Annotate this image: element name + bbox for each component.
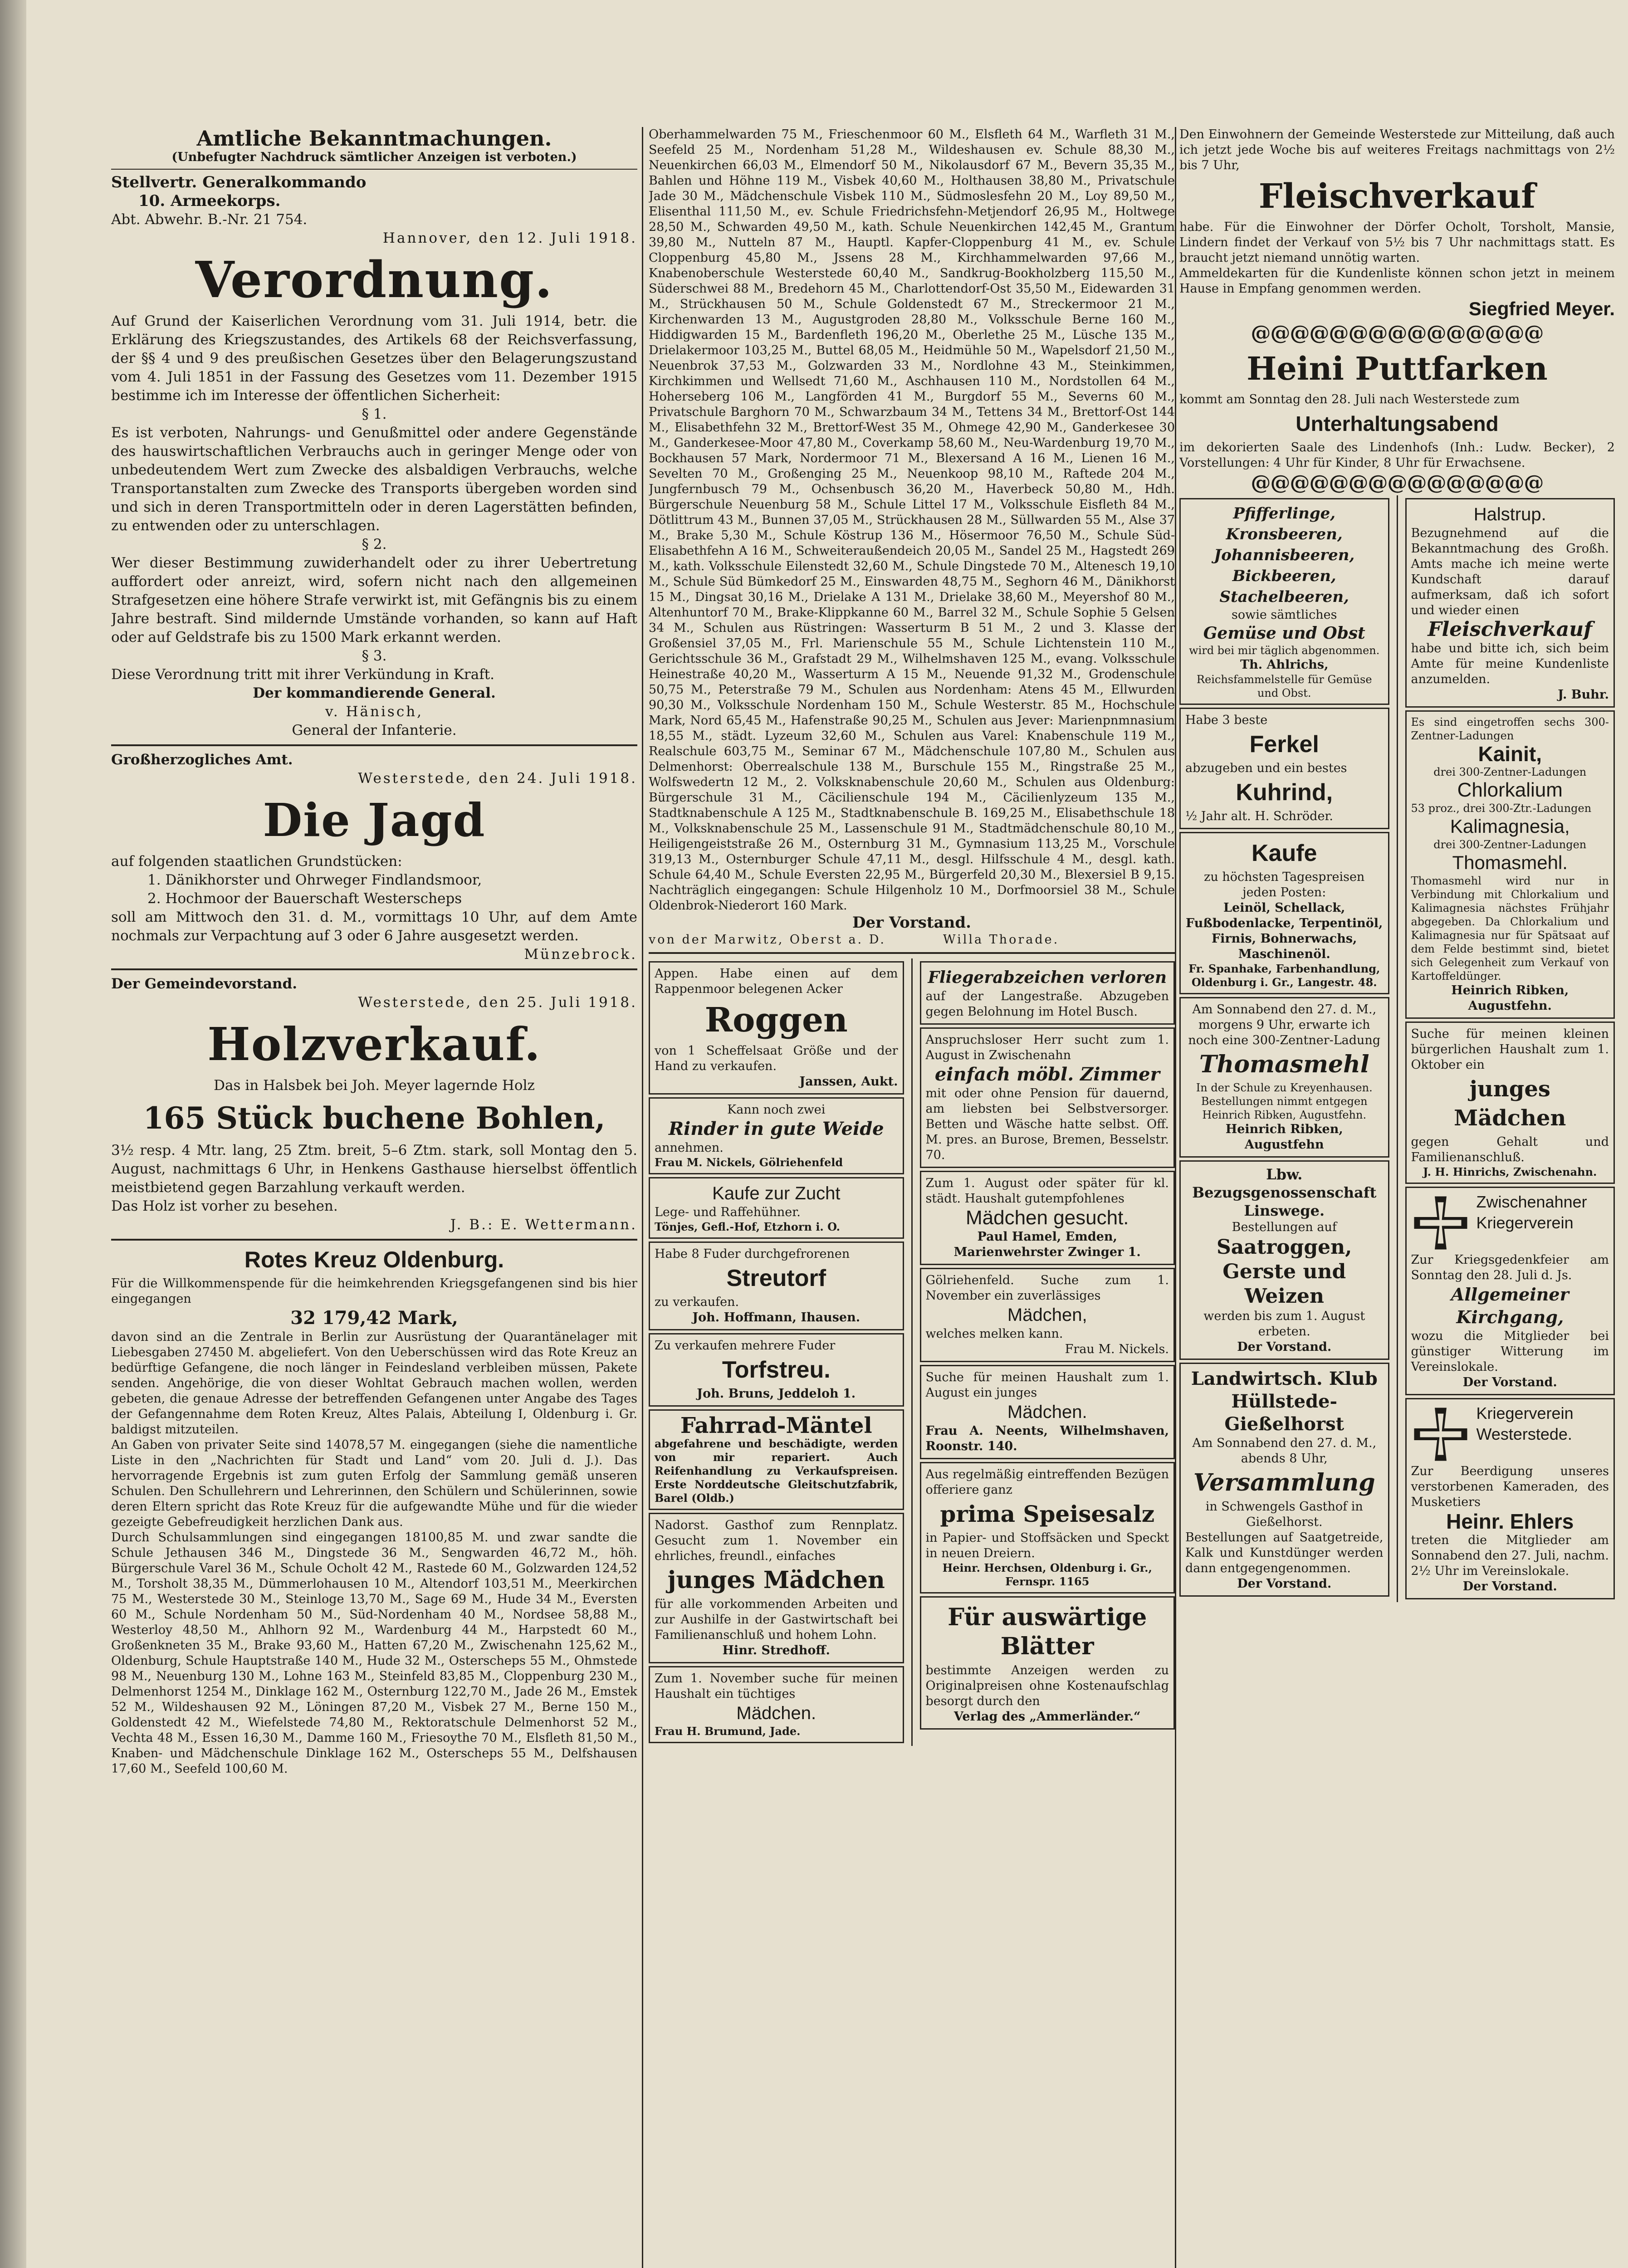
ad-headline: Mädchen, [1007, 1305, 1087, 1325]
ad-text: annehmen. [655, 1141, 724, 1155]
reprint-notice: (Unbefugter Nachdruck sämtlicher Anzeigen ist verboten.) [171, 150, 577, 164]
ad-text: Zur Kriegsgedenkfeier am Sonntag den 28. Juli d. Js. [1411, 1253, 1609, 1282]
ad-text: Lege- und Raffehühner. [655, 1205, 801, 1219]
ad-landwirtsch-klub [1179, 1363, 1389, 1597]
authority-line: 10. Armeekorps. [138, 192, 281, 210]
ad-kriegerverein-westerstede [1405, 1398, 1615, 1599]
ad-headline: Gemüse und Obst [1203, 624, 1365, 643]
ad-headline: Roggen [704, 1001, 848, 1040]
ad-roggen [649, 961, 904, 1095]
ad-zucht [649, 1177, 904, 1239]
paragraph: davon sind an die Zentrale in Berlin zur Ausrüstung der Quarantänelager mit Liebesgaben 27450 M. abgeliefert. Von den Ueberschüssen wird das Rote Kreuz an bedürftige Gefangene, die noch länger in Feindesland verbleiben müssen, Pakete senden. Angehörige, die von dieser Wohltat Gebrauch machen wollen, werden gebeten, die genaue Adresse der betreffenden Gefangenen unter Angabe des Tages der Gefangennahme dem Roten Kreuz, Altes Palais, Abteilung I, Oldenburg i. Gr. baldigst mitzuteilen. [111, 1330, 637, 1437]
ad-signature: Janssen, Aukt. [799, 1075, 898, 1089]
ad-text: drei 300-Zentner-Ladungen [1433, 766, 1587, 778]
section-mark: § 1. [362, 406, 387, 422]
ad-headline: Kaufe [1252, 840, 1317, 866]
ad-junges-maedchen-zwischenahn [1405, 1022, 1615, 1184]
list-item: 2. Hochmoor der Bauerschaft Westerscheps [147, 890, 462, 907]
ad-signature: Heinrich Ribken, Augustfehn [1225, 1122, 1343, 1152]
ad-text: Leinöl, Schellack, Fußbodenlacke, Terpentinöl, Firnis, Bohnerwachs, Maschinenöl. [1186, 901, 1383, 961]
ad-headline: Mädchen. [1007, 1402, 1087, 1422]
signature-rank: General der Infanterie. [292, 722, 457, 738]
column-1 [111, 127, 637, 2268]
ad-text: Den Einwohnern der Gemeinde Westerstede zur Mitteilung, daß auch ich jetzt jede Woche bis auf weiteres Freitags nachmittags von 2½ bis 7 Uhr, [1179, 127, 1615, 172]
ad-signature: Frau A. Neents, Wilhelmshaven, Roonstr. 140. [925, 1424, 1169, 1453]
authority-line: Der Gemeindevorstand. [111, 976, 298, 992]
paragraph: An Gaben von privater Seite sind 14078,57 M. eingegangen (siehe die namentliche Liste in den „Nachrichten für Stadt und Land“ vom 20. Juli d. J.). Das hervorragende Ergebnis ist zum guten Erfolg der Sammlung gemäß unseren Schulen. Den Schullehrern und Lehrerinnen, den Schülern und Schülerinnen, sowie deren Eltern spricht das Rote Kreuz für die aufgewandte Mühe und für die wieder gezeigte Gebefreudigkeit herzlichen Dank aus. [111, 1438, 637, 1529]
ad-headline: Thomasmehl. [1452, 852, 1568, 873]
ad-headline: Mädchen. [736, 1703, 816, 1723]
ad-maedchen-gesucht [920, 1171, 1175, 1265]
ad-headline: Allgemeiner Kirchgang, [1451, 1284, 1569, 1327]
ad-headline-fleischverkauf: Fleischverkauf [1258, 177, 1536, 216]
ad-headline: junges Mädchen [1454, 1076, 1566, 1131]
paragraph: Durch Schulsammlungen sind eingegangen 18100,85 M. und zwar sandte die Schule Jethausen 346 M., Dingstede 36 M., Sengwarden 46,72 M., höh. Bürgerschule Varel 36 M., Schule Ocholt 42 M., Rastede 60 M., Golzwarden 124,52 M., Torsholt 38,35 M., Dümmerlohausen 10 M., Altendorf 103,51 M., Meerkirchen 75 M., Westerstede 30 M., Steinloge 13,70 M., Sage 69 M., Hude 34 M., Eversten 60 M., Schule Nordenham 50 M., Süd-Nordenham 40 M., Nordsee 58,88 M., Westerloy 48,50 M., Ahlhorn 92 M., Wardenburg 44 M., Harpstedt 60 M., Großenkneten 35 M., Brake 93,60 M., Hatten 67,20 M., Zwischenahn 125,62 M., Oldenburg, Schule Hauptstraße 140 M., Hude 32 M., Osterscheps 55 M., Ohmstede 98 M., Neuenburg 130 M., Lohne 163 M., Steinfeld 83,85 M., Cloppenburg 230 M., Delmenhorst 1254 M., Dinklage 162 M., Osternburg 122,70 M., Jade 26 M., Emstek 52 M., Wildeshausen 92 M., Löningen 87,20 M., Visbek 27 M., Berne 150 M., Goldenstedt 42 M., Wiefelstede 74,80 M., Rektoratschule Delmenhorst 52 M., Vechta 48 M., Essen 16,30 M., Damme 160 M., Friesoythe 70 M., Elsfleth 81,50 M., Knaben- und Mädchenschule Dinklage 162 M., Osterscheps 55 M., Delfshausen 17,60 M., Seefeld 100,60 M. [111, 1530, 637, 1776]
reference-number: Abt. Abwehr. B.-Nr. 21 754. [111, 211, 308, 228]
ad-text: In der Schule zu Kreyenhausen. Bestellungen nimmt entgegen Heinrich Ribken, Augustfehn. [1196, 1081, 1373, 1121]
ad-maedchen-wilhelmshaven [920, 1365, 1175, 1459]
column-rule [642, 127, 643, 2268]
ad-signature: J. Buhr. [1558, 688, 1609, 702]
ad-text: Bestellungen auf Saatgetreide, Kalk und Kunstdünger werden dann entgegengenommen. [1185, 1530, 1384, 1575]
ad-signature: J. H. Hinrichs, Zwischenahn. [1423, 1165, 1597, 1178]
iron-cross-icon [1411, 1193, 1470, 1252]
ad-headline: Thomasmehl [1199, 1051, 1369, 1078]
paragraph: Wer dieser Bestimmung zuwiderhandelt oder zu ihrer Uebertretung auffordert oder anreizt, wird, sofern nicht nach den allgemeinen Strafgesetzen eine höhere Strafe verwirkt ist, mit Gefängnis bis zu einem Jahre bestraft. Sind mildernde Umstände vorhanden, so kann auf Haft oder auf Geldstrafe bis zu 1500 Mark erkannt werden. [111, 555, 637, 645]
ad-text: Nadorst. Gasthof zum Rennplatz. Gesucht zum 1. November ein ehrliches, freundl., einfaches [655, 1518, 898, 1563]
ad-text: von 1 Scheffelsaat Größe und der Hand zu verkaufen. [655, 1044, 898, 1073]
ad-signature: Heinr. Herchsen, Oldenburg i. Gr., Fernspr. 1165 [942, 1561, 1152, 1588]
ad-auswaertige-blaetter [920, 1596, 1175, 1730]
ornament-border: @@@@@@@@@@@@@@@ [1251, 322, 1544, 345]
ad-text: Es sind eingetroffen sechs 300-Zentner-Ladungen [1411, 716, 1609, 742]
ads-right [920, 958, 1175, 1746]
ad-text: habe. Für die Einwohner der Dörfer Ocholt, Torsholt, Mansie, Lindern findet der Verkauf von 5½ bis 7 Uhr nachmittags statt. Es braucht jetzt niemand unnötig warten. [1179, 220, 1615, 265]
iron-cross-icon [1411, 1405, 1470, 1464]
signature-name: v. Hänisch, [325, 704, 424, 720]
ad-torfstreu [649, 1333, 904, 1407]
ad-streutorf [649, 1242, 904, 1330]
paragraph: Das in Halsbek bei Joh. Meyer lagernde Holz [214, 1077, 535, 1094]
official-notices-heading: Amtliche Bekanntmachungen. [196, 127, 552, 151]
ad-text: sowie sämtliches [1232, 608, 1337, 622]
ad-text: zu höchsten Tagespreisen jeden Posten: [1204, 870, 1365, 899]
ad-text: drei 300-Zentner-Ladungen [1433, 838, 1587, 851]
authority-line: Stellvertr. Generalkommando [111, 173, 367, 191]
ad-text: Suche für meinen kleinen bürgerlichen Haushalt zum 1. Oktober ein [1411, 1027, 1609, 1072]
highlight-text: 165 Stück buchene Bohlen, [143, 1100, 606, 1136]
ad-maedchen-melken [920, 1268, 1175, 1362]
ad-text: Kann noch zwei [727, 1103, 826, 1117]
ad-headline: Landwirtsch. Klub Hüllstede-Gießelhorst [1191, 1368, 1378, 1435]
dateline: Westerstede, den 24. Juli 1918. [358, 770, 637, 787]
section-mark: § 3. [362, 648, 387, 664]
section-mark: § 2. [362, 536, 387, 552]
ad-rinder [649, 1097, 904, 1174]
ad-fliegerabzeichen [920, 961, 1175, 1025]
signature-title: Der kommandierende General. [253, 685, 496, 701]
paragraph: Das Holz ist vorher zu besehen. [111, 1198, 338, 1214]
ad-text: gegen Gehalt und Familienanschluß. [1411, 1135, 1609, 1164]
heading-die-jagd: Die Jagd [263, 793, 486, 847]
ad-text: Thomasmehl wird nur in Verbindung mit Chlorkalium und Kalimagnesia nächstes Frühjahr abgegeben. Da Chlorkalium und Kalimagnesia nur für Spätsaat auf dem Felde bestimmt sind, bietet sich Gelegenheit zum Verkauf von Kartoffeldünger. [1411, 875, 1609, 982]
ad-text: in Schwengels Gasthof in Gießelhorst. [1205, 1500, 1363, 1529]
ad-speisesalz [920, 1462, 1175, 1593]
heading-rotes-kreuz: Rotes Kreuz Oldenburg. [244, 1247, 504, 1272]
divider [111, 1239, 637, 1241]
ad-headline: Versammlung [1193, 1469, 1375, 1496]
column-rule [1175, 127, 1176, 2268]
ad-signature: Siegfried Meyer. [1468, 298, 1615, 319]
ad-headline: Heinr. Ehlers [1446, 1510, 1574, 1533]
ad-signature: Reichsfammelstelle für Gemüse und Obst. [1196, 673, 1372, 699]
ad-text: abgefahrene und beschädigte, werden von mir repariert. Auch Reifenhandlung zu Verkaufspreisen. Erste Norddeutsche Gleitschutzfabrik, Barel (Oldb.) [655, 1437, 898, 1505]
ad-text: zu verkaufen. [655, 1295, 739, 1309]
ad-signature: Heinrich Ribken, Augustfehn. [1451, 983, 1569, 1013]
ad-headline: Kainit, [1478, 742, 1542, 766]
ad-text: Zum 1. November suche für meinen Haushalt ein tüchtiges [655, 1672, 898, 1701]
ad-text: treten die Mitglieder am Sonnabend den 27. Juli, nachm. 2½ Uhr im Vereinslokale. [1411, 1533, 1609, 1578]
ad-pfifferlinge [1179, 498, 1389, 705]
donation-list: Oberhammelwarden 75 M., Frieschenmoor 60 M., Elsfleth 64 M., Warfleth 31 M., Seefeld 25 M., Nordenham 51,28 M., Wildeshausen ev. Schule 88,30 M., Neuenkirchen 66,03 M., Elmendorf 50 M., Nikolausdorf 67 M., Bevern 35,35 M., Bahlen und Höhne 119 M., Visbek 40,60 M., Holthausen 38,80 M., Privatschule Jade 30 M., Mädchenschule Visbek 110 M., Südmoslesfehn 20 M., Loy 89,50 M., Elisenthal 111,50 M., ev. Schule Friedrichsfehn-Metjendorf 26,95 M., Holtwege 28,50 M., Schwarden 49,50 M., kath. Schule Neuenkirchen 142,45 M., Grantum 39,80 M., Nutteln 87 M., Hauptl. Kapfer-Cloppenburg 41 M., ev. Schule Cloppenburg 45,80 M., Jssens 28 M., Kirchhammelwarden 97,66 M., Knabenoberschule Westerstede 60,40 M., Sandkrug-Bookholzberg 115,50 M., Süderschwei 88 M., Bredehorn 45 M., Charlottendorf-Ost 35,50 M., Eidewarden 31 M., Strückhausen 50 M., Schule Goldenstedt 67 M., Streckermoor 21 M., Kirchenwarden 13 M., Augustgroden 28,80 M., Volksschule Berne 160 M., Hiddigwarden 15 M., Bardenfleth 196,20 M., Oberlethe 25 M., Lüsche 135 M., Drielakermoor 103,25 M., Buttel 68,05 M., Heidmühle 50 M., Wapelsdorf 21,50 M., Neuenbrok 37,53 M., Golzwarden 33 M., Nordlohne 43 M., Steinkimmen, Kirchkimmen und Wellsedt 71,60 M., Aschhausen 110 M., Nordstollen 64 M., Hoherseberg 106 M., Langförden 41 M., Burgdorf 55 M., Severns 60 M., Privatschule Barghorn 70 M., Schwarzbaum 34 M., Tettens 34 M., Brettorf-Ost 144 M., Elisabethfehn 32 M., Brettorf-West 35 M., Ohmege 42,90 M., Ganderkesee 30 M., Ganderkesee-Moor 47,80 M., Coverkamp 58,60 M., Neu-Wardenburg 19,70 M., Bockhausen 57 Mark, Nordermoor 71 M., Blexersand A 16 M., Lienen 16 M., Sevelten 70 M., Großenging 25 M., Neuenkoop 98,10 M., Raftede 204 M., Jungfernbusch 79 M., Ochsenbusch 36,20 M., Haverbeck 50,80 M., Hdh. Bürgerschule Neuenburg 58 M., Schule Littel 17 M., Volksschule Eisfleth 84 M., Dötlittrum 43 M., Bunnen 37,05 M., Strückhausen 28 M., Süllwarden 55 M., Alse 37 M., Brake 5,30 M., Schule Köstrup 136 M., Hösermoor 76,50 M., Schule Süd-Elisabethfehn A 16 M., Schweiteraußendeich 20,05 M., Sandel 25 M., Hagstedt 269 M., kath. Volksschule Eilenstedt 32,60 M., Schule Dingstede 70 M., Altenesch 19,10 M., Schule Süd Bümkedorf 25 M., Einswarden 48,75 M., Seghorn 46 M., Dänikhorst 15 M., Dingsat 30,16 M., Drielake A 131 M., Drielake 38,60 M., Meyershof 80 M., Altenhuntorf 70 M., Brake-Klippkanne 60 M., Barrel 32 M., Schule Sophie 5 Gelsen 34 M., Schulen aus Rüstringen: Wasserturm B 51 M., 2 und 3. Klasse der Großensiel 37,05 M., Frl. Marienschule 55 M., Schule Lichtenstein 110 M., Gerichtsschule 36 M., Grafstadt 29 M., Wilhelmshaven 125 M., evang. Volksschule Heinestraße 40,20 M., Wasserturm A 15 M., Neuende 91,32 M., Grodenschule 50,75 M., Peterstraße 79 M., Schulen aus Nordenham: Atens 45 M., Ellwurden 90,30 M., Volksschule Nordenham 150 M., Schule Westerstr. 85 M., Hochschule Mark, Nord 65,45 M., Hafenstraße 90,25 M., Schulen aus Jever: Marienpnmnasium 18,55 M., städt. Lyzeum 32,60 M., Schulen aus Varel: Knabenschule 119 M., Realschule 603,75 M., Seminar 67 M., Mädchenschule 107,80 M., Schulen aus Delmenhorst: Oberrealschule 138 M., Burschule 155 M., Ringstraße 25 M., Wolfswedertn 12 M., 2. Volksknabenschule 20,60 M., Schulen aus Oldenburg: Bürgerschule 31 M., Cäcilienschule 194 M., Cäcilienlyzeum 135 M., Stadtknabenschule A 125 M., Stadtknabenschule B. 169,25 M., Elisabethschule 18 M., Volksknabenschule 25 M., Lassenschule 91 M., Stadtmädchenschule 80,10 M., Heiligengeiststraße 26 M., Osternburg 31 M., Gymnasium 113,25 M., Vorschule 319,13 M., Osternburger Schule 47,11 M., desgl. Hilfsschule 4 M., desgl. kath. Schule 64,40 M., Schule Eversten 22,95 M., Bürgerfeld 20,30 M., Blexersiel B 9,15. Nachträglich eingegangen: Schule Hilgenholz 10 M., Dorfmoorsiel 38 M., Schule Oldenbrok-Niederort 160 Mark. [649, 127, 1175, 913]
newspaper-page [32, 0, 1619, 2268]
ad-text: wird bei mir täglich abgenommen. [1189, 644, 1380, 657]
ad-signature: Joh. Hoffmann, Ihausen. [692, 1310, 860, 1325]
paragraph: auf folgenden staatlichen Grundstücken: [111, 853, 402, 870]
ad-text: in Papier- und Stoffsäcken und Speckt in neuen Dreiern. [925, 1531, 1169, 1560]
ad-text: kommt am Sonntag den 28. Juli nach Westerstede zum [1179, 392, 1520, 406]
ad-signature: Frau H. Brumund, Jade. [655, 1725, 801, 1738]
ads-left [649, 958, 904, 1746]
ad-text: Zur Beerdigung unseres verstorbenen Kameraden, des Musketiers [1411, 1464, 1609, 1509]
ad-headline-unterhaltung: Unterhaltungsabend [1296, 412, 1499, 435]
column-rule [911, 958, 913, 1746]
ad-headline: Für auswärtige Blätter [948, 1603, 1147, 1660]
dateline: Westerstede, den 25. Juli 1918. [358, 994, 637, 1011]
list-item: 1. Dänikhorster und Ohrweger Findlandsmoor, [147, 872, 482, 888]
ad-signature: Frau M. Nickels, Gölriehenfeld [655, 1156, 843, 1169]
signature-name: J. B.: E. Wettermann. [450, 1217, 637, 1233]
ad-headline: Kuhrind, [1236, 779, 1333, 806]
ad-text: auf der Langestraße. Abzugeben gegen Belohnung im Hotel Busch. [925, 989, 1169, 1019]
ad-signature: Fr. Spanhake, Farbenhandlung, Oldenburg i. Gr., Langestr. 48. [1188, 962, 1380, 989]
ad-headline: Rinder in gute Weide [668, 1118, 884, 1139]
ad-maedchen-jade [649, 1666, 904, 1743]
ad-text: Bezugnehmend auf die Bekanntmachung des Großh. Amts mache ich meine werte Kundschaft darauf aufmerksam, daß ich sofort und wieder einen [1411, 526, 1609, 617]
ad-headline: Fahrrad-Mäntel [680, 1413, 872, 1438]
page-edge-shadow [0, 0, 26, 2268]
ad-headline: prima Speisesalz [940, 1501, 1155, 1527]
column-3 [1179, 127, 1615, 2268]
ad-headline: junges Mädchen [667, 1566, 885, 1594]
ad-headline: Zwischenahner Kriegerverein [1476, 1193, 1587, 1232]
authority-line: Großherzogliches Amt. [111, 752, 293, 768]
ad-signature: Hinr. Stredhoff. [722, 1643, 830, 1657]
ad-signature: Der Vorstand. [1237, 1340, 1332, 1354]
ad-text: 53 proz., drei 300-Ztr.-Ladungen [1411, 802, 1592, 815]
ad-headline: Fleischverkauf [1428, 618, 1593, 641]
ad-text: werden bis zum 1. August erbeten. [1203, 1309, 1365, 1339]
column-2 [649, 127, 1175, 2268]
signature-name: Münzebrock. [524, 946, 637, 963]
ad-text: Am Sonnabend den 27. d. M., abends 8 Uhr, [1192, 1436, 1377, 1466]
ad-text: Ammeldekarten für die Kundenliste können schon jetzt in meinem Hause in Empfang genommen werden. [1179, 266, 1615, 296]
ad-headline: Mädchen gesucht. [965, 1207, 1129, 1229]
ad-ferkel [1179, 708, 1389, 829]
ad-zimmer [920, 1027, 1175, 1168]
ads-right [1405, 495, 1615, 1602]
ad-headline: einfach möbl. Zimmer [934, 1064, 1160, 1085]
ad-text: Gölriehenfeld. Suche zum 1. November ein zuverlässiges [925, 1273, 1169, 1303]
divider [649, 952, 1175, 954]
ad-text: Aus regelmäßig eintreffenden Bezügen offeriere ganz [925, 1467, 1169, 1497]
ad-zwischenahner-kriegerverein [1405, 1187, 1615, 1395]
ad-signature: Joh. Bruns, Jeddeloh 1. [697, 1387, 856, 1401]
ad-signature: Der Vorstand. [1462, 1579, 1557, 1593]
ad-text: Zu verkaufen mehrere Fuder [655, 1339, 836, 1353]
signature-title: Der Vorstand. [852, 914, 971, 932]
ad-headline: Torfstreu. [722, 1357, 831, 1383]
ad-text: Suche für meinen Haushalt zum 1. August ein junges [925, 1370, 1169, 1400]
ad-headline: Saatroggen, Gerste und Weizen [1217, 1236, 1352, 1308]
ad-headline: Streutorf [726, 1265, 826, 1291]
ad-text: wozu die Mitglieder bei günstiger Witterung im Vereinslokale. [1411, 1329, 1609, 1374]
ornament-border: @@@@@@@@@@@@@@@ [1251, 471, 1544, 494]
divider [111, 744, 637, 746]
ad-signature: Verlag des „Ammerländer.“ [953, 1710, 1141, 1724]
ad-signature: Paul Hamel, Emden, Marienwehrster Zwinger 1. [953, 1230, 1141, 1259]
ad-text: habe und bitte ich, sich beim Amte für meine Kundenliste anzumelden. [1411, 641, 1609, 686]
ad-headline: Ferkel [1249, 731, 1319, 758]
ad-thomasmehl [1179, 997, 1389, 1158]
ad-text: Bestellungen auf [1232, 1220, 1337, 1234]
ad-headline: Chlorkalium [1457, 779, 1563, 801]
column-rule [1397, 495, 1398, 1602]
ads-two-column [1179, 495, 1615, 1602]
sum-amount: 32 179,42 Mark, [290, 1307, 458, 1329]
heading-holzverkauf: Holzverkauf. [207, 1017, 541, 1071]
ad-signature: Tönjes, Gefl.-Hof, Etzhorn i. O. [655, 1220, 840, 1233]
paragraph: Es ist verboten, Nahrungs- und Genußmittel oder andere Gegenstände des hauswirtschaftlichen Verbrauchs auch in geringer Menge oder von unbedeutendem Wert zum Zwecke des alsbaldigen Verbrauchs, welche Transportanstalten zum Zwecke des Transports übergeben worden sind und sich in deren Transportmitteln oder in deren Lagerstätten befinden, zu entwenden oder zu unterschlagen. [111, 425, 637, 534]
ad-halstrup [1405, 498, 1615, 708]
divider [111, 169, 637, 170]
ad-text: abzugeben und ein bestes [1185, 761, 1347, 775]
ad-headline: Kalimagnesia, [1450, 816, 1570, 837]
ad-headline: Kriegerverein Westerstede. [1476, 1404, 1574, 1443]
divider [111, 968, 637, 970]
ad-text: mit oder ohne Pension für dauernd, am liebsten bei Selbstversorger. Betten und Wäsche hatte selbst. Off. M. pres. an Burose, Bremen, Besselstr. 70. [925, 1086, 1169, 1162]
ads-two-column [649, 958, 1175, 1746]
ad-headline: Halstrup. [1473, 504, 1546, 524]
ad-kaufe [1179, 832, 1389, 994]
ad-text: für alle vorkommenden Arbeiten und zur Aushilfe in der Gastwirtschaft bei Familienanschluß und hohem Lohn. [655, 1597, 898, 1642]
paragraph: Diese Verordnung tritt mit ihrer Verkündung in Kraft. [111, 666, 495, 683]
ad-headline: Fliegerabzeichen verloren [928, 968, 1167, 987]
ad-signature: Frau M. Nickels. [1065, 1342, 1169, 1356]
ad-fahrrad [649, 1409, 904, 1510]
ad-signature: Der Vorstand. [1462, 1375, 1557, 1389]
ad-headline: Lbw. Bezugsgenossenschaft Linswege. [1192, 1166, 1377, 1219]
ads-left [1179, 495, 1389, 1602]
ad-junges-maedchen [649, 1513, 904, 1663]
ad-text: im dekorierten Saale des Lindenhofs (Inh.: Ludw. Becker), 2 Vorstellungen: 4 Uhr für Kinder, 8 Uhr für Erwachsene. [1179, 440, 1615, 470]
paragraph: 3½ resp. 4 Mtr. lang, 25 Ztm. breit, 5–6 Ztm. stark, soll Montag den 5. August, nachmittags 6 Uhr, in Henkens Gasthause hierselbst öffentlich meistbietend gegen Barzahlung verkauft werden. [111, 1142, 637, 1196]
ad-headline: Kaufe zur Zucht [712, 1183, 841, 1203]
ad-signature: Th. Ahlrichs, [1240, 658, 1329, 672]
dateline: Hannover, den 12. Juli 1918. [382, 230, 637, 246]
ad-text: Zum 1. August oder später für kl. städt. Haushalt gutempfohlenes [925, 1176, 1169, 1206]
paragraph: Für die Willkommenspende für die heimkehrenden Kriegsgefangenen sind bis hier eingegangen [111, 1276, 637, 1306]
heading-verordnung: Verordnung. [195, 250, 553, 309]
paragraph: soll am Mittwoch den 31. d. M., vormittags 10 Uhr, auf dem Amte nochmals zur Verpachtung auf 3 oder 6 Jahre ausgesetzt werden. [111, 909, 637, 944]
ad-text: Habe 3 beste [1185, 713, 1268, 727]
ad-text: welches melken kann. [925, 1327, 1063, 1341]
ad-signature: Der Vorstand. [1237, 1577, 1332, 1591]
ad-headline: Pfifferlinge, Kronsbeeren, Johannisbeeren, Bickbeeren, Stachelbeeren, [1214, 504, 1355, 606]
ad-headline-puttfarken: Heini Puttfarken [1247, 350, 1548, 387]
paragraph: Auf Grund der Kaiserlichen Verordnung vom 31. Juli 1914, betr. die Erklärung des Kriegszustandes, des Artikels 68 der Reichsverfassung, der §§ 4 und 9 des preußischen Gesetzes über den Belagerungszustand vom 4. Juli 1851 in der Fassung des Gesetzes vom 11. Dezember 1915 bestimme ich im Interesse der öffentlichen Sicherheit: [111, 313, 637, 404]
ad-text: Habe 8 Fuder durchgefrorenen [655, 1247, 850, 1261]
ad-text: bestimmte Anzeigen werden zu Originalpreisen ohne Kostenaufschlag besorgt durch den [925, 1663, 1169, 1708]
ad-text: ½ Jahr alt. H. Schröder. [1185, 809, 1333, 823]
ad-text: Anspruchsloser Herr sucht zum 1. August in Zwischenahn [925, 1033, 1169, 1062]
ad-text: Am Sonnabend den 27. d. M., morgens 9 Uhr, erwarte ich noch eine 300-Zentner-Ladung [1188, 1002, 1381, 1047]
ad-text: Appen. Habe einen auf dem Rappenmoor belegenen Acker [655, 967, 898, 996]
signature-names: von der Marwitz, Oberst a. D. Willa Thorade. [649, 933, 1060, 947]
ad-duenger [1405, 710, 1615, 1019]
ad-linswege [1179, 1160, 1389, 1360]
